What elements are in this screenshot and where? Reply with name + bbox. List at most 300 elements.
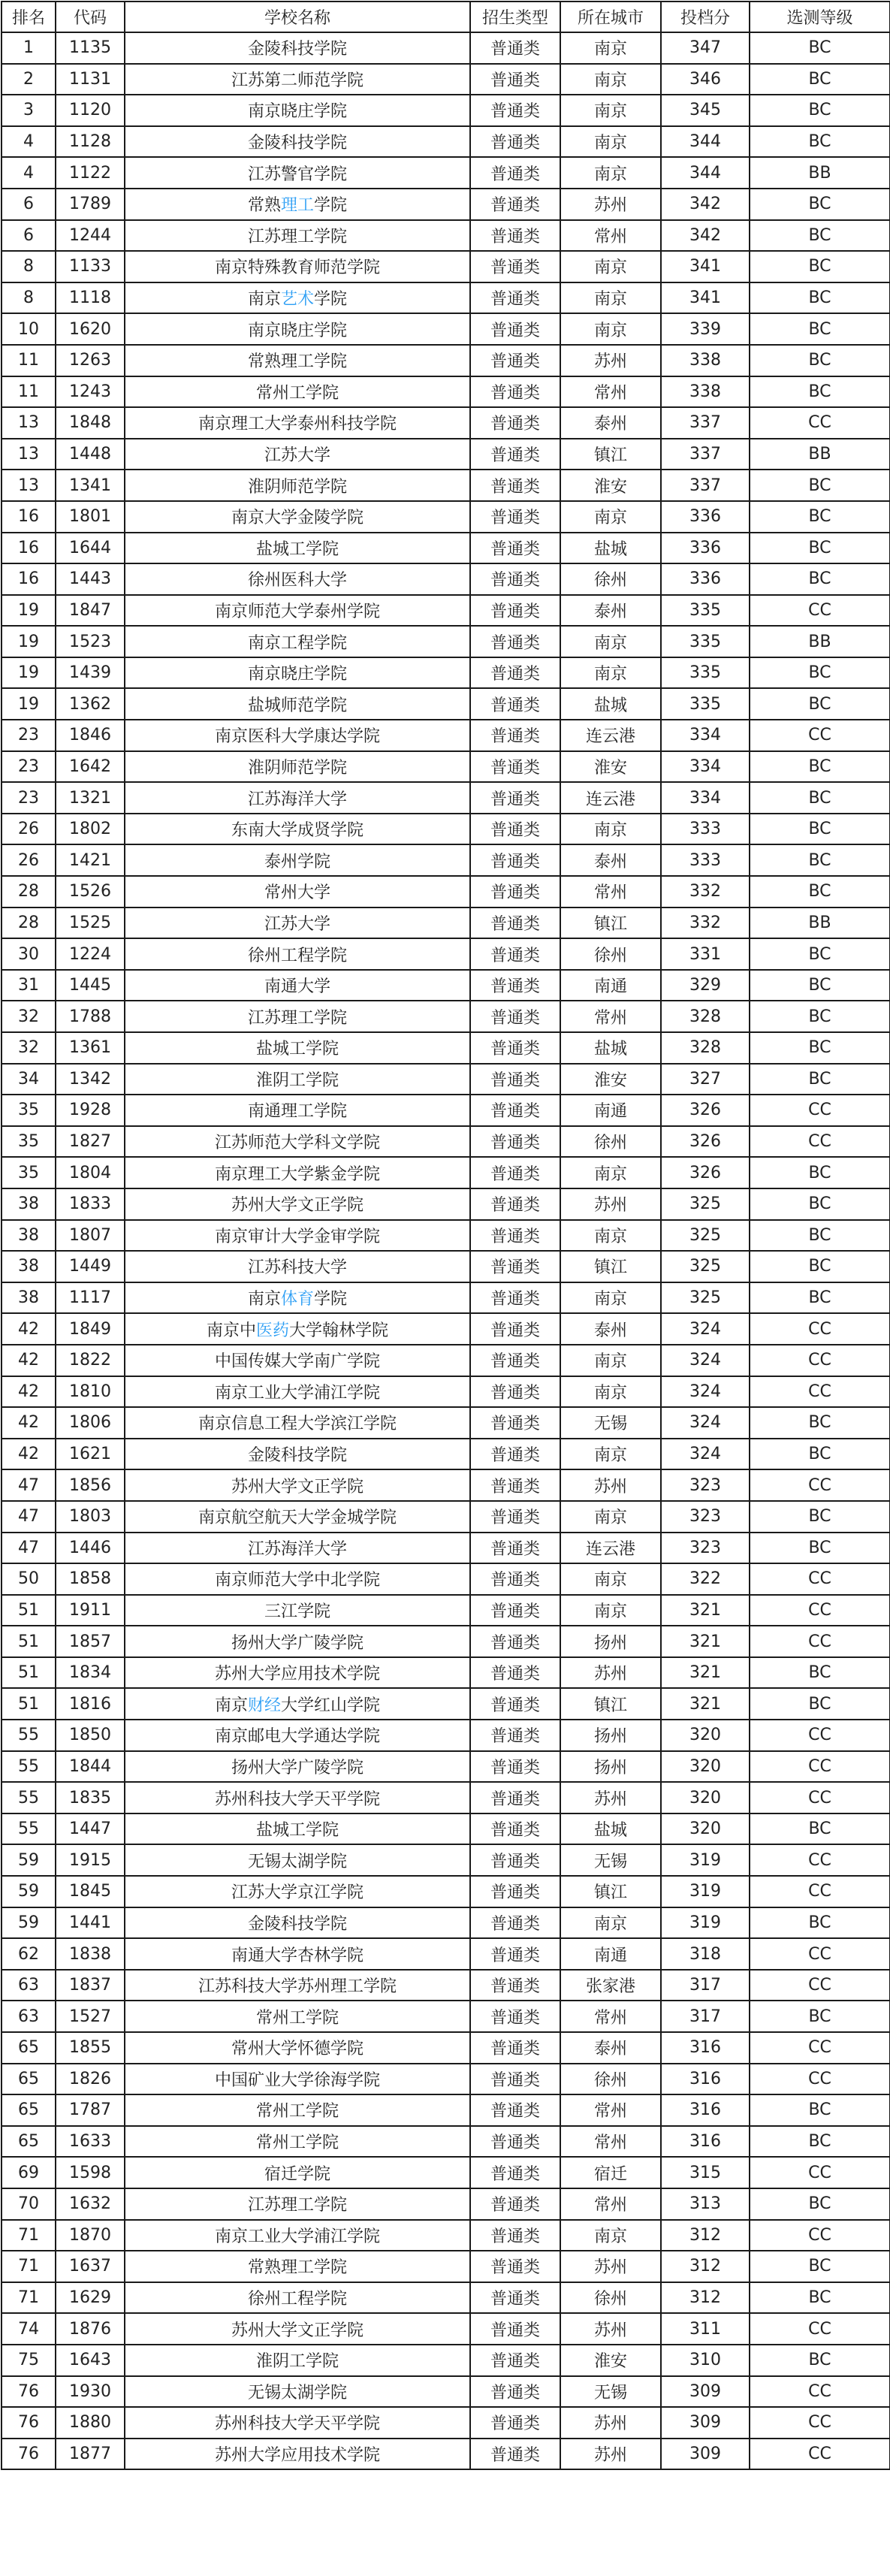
cell-school-name	[125, 439, 470, 470]
cell-code: 1787	[56, 2094, 125, 2126]
cell-city: 连云港	[560, 720, 661, 751]
school-name-text: 江苏警官学院	[247, 165, 347, 184]
table-row	[2, 1813, 890, 1845]
cell-rank: 38	[2, 1282, 56, 1314]
cell-school-name	[125, 1595, 470, 1626]
cell-admission-type: 普通类	[470, 2032, 560, 2064]
cell-code: 1804	[56, 1157, 125, 1188]
cell-grade: BC	[750, 970, 890, 1001]
cell-code: 1877	[56, 2439, 125, 2470]
cell-school-name	[125, 1157, 470, 1188]
cell-code: 1448	[56, 439, 125, 470]
table-row	[2, 1064, 890, 1095]
cell-score: 344	[661, 157, 750, 189]
table-row	[2, 844, 890, 876]
cell-admission-type: 普通类	[470, 2188, 560, 2220]
school-name-text: 无锡太湖学院	[247, 1852, 347, 1871]
cell-score: 309	[661, 2376, 750, 2408]
cell-school-name	[125, 1813, 470, 1845]
cell-score: 321	[661, 1595, 750, 1626]
admission-score-table-container	[0, 1, 890, 2470]
cell-score: 336	[661, 563, 750, 595]
cell-rank: 19	[2, 657, 56, 689]
cell-admission-type: 普通类	[470, 533, 560, 564]
cell-admission-type: 普通类	[470, 1251, 560, 1282]
cell-school-name	[125, 688, 470, 720]
cell-city: 镇江	[560, 1688, 661, 1720]
cell-rank: 71	[2, 2220, 56, 2251]
table-row	[2, 32, 890, 64]
cell-grade: BC	[750, 1282, 890, 1314]
cell-grade: BB	[750, 907, 890, 939]
cell-score: 324	[661, 1376, 750, 1408]
school-name-text: 盐城工学院	[255, 1040, 339, 1059]
cell-code: 1915	[56, 1844, 125, 1876]
cell-code: 1834	[56, 1657, 125, 1689]
cell-code: 1816	[56, 1688, 125, 1720]
cell-rank: 71	[2, 2282, 56, 2314]
cell-city: 南京	[560, 1220, 661, 1252]
school-name-text: 苏州科技大学天平学院	[214, 2414, 380, 2434]
cell-city: 盐城	[560, 1032, 661, 1064]
table-row	[2, 2064, 890, 2095]
cell-rank: 74	[2, 2313, 56, 2345]
cell-admission-type: 普通类	[470, 751, 560, 783]
table-row	[2, 876, 890, 907]
cell-rank: 75	[2, 2345, 56, 2376]
cell-city: 南京	[560, 1595, 661, 1626]
school-name-text: 南京晓庄学院	[247, 321, 347, 340]
header-admission-type: 招生类型	[470, 2, 560, 32]
cell-grade: BC	[750, 32, 890, 64]
header-code: 代码	[56, 2, 125, 32]
cell-rank: 28	[2, 876, 56, 907]
cell-grade: CC	[750, 2439, 890, 2470]
cell-admission-type: 普通类	[470, 1407, 560, 1439]
cell-city: 南京	[560, 501, 661, 533]
cell-code: 1637	[56, 2251, 125, 2282]
cell-score: 316	[661, 2032, 750, 2064]
cell-code: 1131	[56, 64, 125, 95]
cell-city: 南京	[560, 157, 661, 189]
cell-admission-type: 普通类	[470, 1907, 560, 1939]
cell-school-name	[125, 1313, 470, 1345]
cell-school-name	[125, 1064, 470, 1095]
cell-grade: BC	[750, 95, 890, 126]
school-name-text: 常州工学院	[255, 2134, 339, 2153]
cell-admission-type: 普通类	[470, 970, 560, 1001]
cell-score: 319	[661, 1907, 750, 1939]
table-row	[2, 2376, 890, 2408]
cell-score: 317	[661, 2001, 750, 2032]
cell-school-name	[125, 1001, 470, 1032]
cell-city: 扬州	[560, 1751, 661, 1783]
cell-city: 盐城	[560, 533, 661, 564]
school-name-text: 南京晓庄学院	[247, 102, 347, 122]
cell-code: 1526	[56, 876, 125, 907]
school-name-text: 江苏理工学院	[247, 1008, 347, 1028]
cell-school-name	[125, 533, 470, 564]
cell-rank: 47	[2, 1501, 56, 1533]
cell-admission-type: 普通类	[470, 1844, 560, 1876]
cell-admission-type: 普通类	[470, 2251, 560, 2282]
table-row	[2, 1376, 890, 1408]
cell-code: 1244	[56, 220, 125, 252]
school-name-text: 常熟	[247, 196, 281, 216]
cell-code: 1421	[56, 844, 125, 876]
cell-grade: BC	[750, 1188, 890, 1220]
cell-admission-type: 普通类	[470, 313, 560, 345]
table-row	[2, 157, 890, 189]
cell-grade: BC	[750, 688, 890, 720]
cell-score: 329	[661, 970, 750, 1001]
cell-grade: CC	[750, 1844, 890, 1876]
cell-school-name	[125, 2251, 470, 2282]
cell-admission-type: 普通类	[470, 1970, 560, 2001]
table-row	[2, 1001, 890, 1032]
cell-rank: 26	[2, 844, 56, 876]
cell-city: 南京	[560, 126, 661, 158]
cell-grade: CC	[750, 1938, 890, 1970]
cell-score: 335	[661, 688, 750, 720]
cell-grade: BC	[750, 1407, 890, 1439]
cell-score: 309	[661, 2407, 750, 2439]
cell-score: 323	[661, 1469, 750, 1501]
cell-school-name	[125, 938, 470, 970]
cell-city: 南京	[560, 251, 661, 282]
cell-score: 320	[661, 1720, 750, 1751]
cell-grade: BC	[750, 938, 890, 970]
cell-code: 1876	[56, 2313, 125, 2345]
cell-admission-type: 普通类	[470, 2220, 560, 2251]
cell-code: 1341	[56, 470, 125, 501]
table-row	[2, 220, 890, 252]
cell-school-name	[125, 1407, 470, 1439]
cell-rank: 35	[2, 1126, 56, 1158]
cell-score: 313	[661, 2188, 750, 2220]
cell-grade: BC	[750, 782, 890, 814]
cell-score: 335	[661, 657, 750, 689]
cell-score: 321	[661, 1688, 750, 1720]
cell-admission-type: 普通类	[470, 563, 560, 595]
cell-rank: 11	[2, 345, 56, 376]
table-row	[2, 938, 890, 970]
cell-grade: CC	[750, 1970, 890, 2001]
cell-admission-type: 普通类	[470, 1657, 560, 1689]
school-name-text: 中国传媒大学南广学院	[214, 1352, 380, 1372]
cell-score: 319	[661, 1844, 750, 1876]
school-name-text: 常州工学院	[255, 383, 339, 403]
cell-code: 1361	[56, 1032, 125, 1064]
cell-code: 1801	[56, 501, 125, 533]
cell-admission-type: 普通类	[470, 95, 560, 126]
cell-city: 南京	[560, 1282, 661, 1314]
cell-code: 1643	[56, 2345, 125, 2376]
cell-admission-type: 普通类	[470, 1876, 560, 1907]
cell-city: 镇江	[560, 1251, 661, 1282]
cell-code: 1598	[56, 2157, 125, 2188]
cell-city: 淮安	[560, 751, 661, 783]
cell-grade: CC	[750, 2032, 890, 2064]
table-row	[2, 1751, 890, 1783]
cell-grade: BC	[750, 2126, 890, 2158]
cell-admission-type: 普通类	[470, 126, 560, 158]
cell-school-name	[125, 657, 470, 689]
cell-code: 1443	[56, 563, 125, 595]
cell-school-name	[125, 2094, 470, 2126]
cell-rank: 51	[2, 1688, 56, 1720]
cell-grade: BC	[750, 876, 890, 907]
cell-score: 326	[661, 1126, 750, 1158]
cell-grade: CC	[750, 1126, 890, 1158]
cell-code: 1135	[56, 32, 125, 64]
cell-city: 南京	[560, 282, 661, 314]
cell-admission-type: 普通类	[470, 1501, 560, 1533]
cell-rank: 42	[2, 1407, 56, 1439]
cell-admission-type: 普通类	[470, 1688, 560, 1720]
cell-grade: CC	[750, 1376, 890, 1408]
cell-grade: BC	[750, 657, 890, 689]
table-row	[2, 1313, 890, 1345]
cell-code: 1527	[56, 2001, 125, 2032]
cell-score: 325	[661, 1220, 750, 1252]
cell-grade: CC	[750, 2220, 890, 2251]
school-name-text: 南通理工学院	[247, 1102, 347, 1122]
cell-code: 1342	[56, 1064, 125, 1095]
cell-rank: 42	[2, 1439, 56, 1470]
cell-code: 1449	[56, 1251, 125, 1282]
cell-admission-type: 普通类	[470, 1595, 560, 1626]
table-row	[2, 2001, 890, 2032]
school-name-text: 南京医科大学康达学院	[214, 727, 380, 747]
cell-grade: CC	[750, 1720, 890, 1751]
cell-rank: 65	[2, 2064, 56, 2095]
school-name-text: 江苏科技大学	[247, 1258, 347, 1278]
cell-school-name	[125, 782, 470, 814]
table-row	[2, 282, 890, 314]
cell-grade: BC	[750, 533, 890, 564]
cell-grade: CC	[750, 1345, 890, 1376]
school-name-text: 徐州工程学院	[247, 946, 347, 965]
table-row	[2, 2345, 890, 2376]
cell-school-name	[125, 1876, 470, 1907]
cell-city: 常州	[560, 2126, 661, 2158]
cell-code: 1441	[56, 1907, 125, 1939]
cell-school-name	[125, 1032, 470, 1064]
header-row	[2, 2, 890, 32]
cell-school-name	[125, 501, 470, 533]
cell-rank: 55	[2, 1782, 56, 1813]
cell-score: 312	[661, 2220, 750, 2251]
cell-admission-type: 普通类	[470, 688, 560, 720]
cell-score: 320	[661, 1782, 750, 1813]
cell-grade: BC	[750, 1220, 890, 1252]
cell-rank: 28	[2, 907, 56, 939]
cell-grade: BC	[750, 1157, 890, 1188]
cell-school-name	[125, 1563, 470, 1595]
table-row	[2, 313, 890, 345]
table-header	[2, 2, 890, 32]
cell-school-name	[125, 1376, 470, 1408]
cell-school-name	[125, 313, 470, 345]
cell-grade: CC	[750, 1469, 890, 1501]
table-row	[2, 2251, 890, 2282]
cell-school-name	[125, 844, 470, 876]
cell-admission-type: 普通类	[470, 1126, 560, 1158]
admission-score-table	[1, 1, 890, 2470]
table-row	[2, 2282, 890, 2314]
school-name-text: 江苏第二师范学院	[231, 71, 364, 90]
cell-city: 南京	[560, 657, 661, 689]
cell-code: 1632	[56, 2188, 125, 2220]
cell-code: 1321	[56, 782, 125, 814]
cell-school-name	[125, 1469, 470, 1501]
cell-city: 南通	[560, 970, 661, 1001]
school-name-text: 扬州大学广陵学院	[231, 1758, 364, 1777]
cell-grade: BC	[750, 814, 890, 845]
cell-code: 1826	[56, 2064, 125, 2095]
cell-admission-type: 普通类	[470, 1720, 560, 1751]
table-row	[2, 814, 890, 845]
cell-school-name	[125, 2407, 470, 2439]
table-row	[2, 2439, 890, 2470]
cell-school-name	[125, 2157, 470, 2188]
cell-score: 326	[661, 1157, 750, 1188]
table-row	[2, 533, 890, 564]
cell-rank: 38	[2, 1220, 56, 1252]
cell-code: 1806	[56, 1407, 125, 1439]
school-name-text: 三江学院	[264, 1602, 330, 1621]
cell-city: 南京	[560, 64, 661, 95]
cell-admission-type: 普通类	[470, 1782, 560, 1813]
cell-school-name	[125, 1095, 470, 1126]
cell-grade: BB	[750, 157, 890, 189]
cell-code: 1620	[56, 313, 125, 345]
cell-school-name	[125, 1345, 470, 1376]
cell-school-name	[125, 1782, 470, 1813]
cell-city: 淮安	[560, 470, 661, 501]
cell-rank: 26	[2, 814, 56, 845]
cell-city: 泰州	[560, 1313, 661, 1345]
table-row	[2, 1970, 890, 2001]
cell-grade: BC	[750, 2188, 890, 2220]
cell-school-name	[125, 876, 470, 907]
cell-score: 339	[661, 313, 750, 345]
cell-rank: 65	[2, 2126, 56, 2158]
cell-grade: BC	[750, 2094, 890, 2126]
table-row	[2, 1032, 890, 1064]
cell-grade: CC	[750, 1626, 890, 1657]
school-name-text: 南京工业大学浦江学院	[214, 1383, 380, 1403]
cell-school-name	[125, 1626, 470, 1657]
cell-city: 常州	[560, 876, 661, 907]
cell-rank: 16	[2, 501, 56, 533]
school-name-text: 盐城工学院	[255, 539, 339, 559]
cell-school-name	[125, 1657, 470, 1689]
cell-school-name	[125, 1282, 470, 1314]
school-name-text: 江苏海洋大学	[247, 1539, 347, 1559]
cell-code: 1788	[56, 1001, 125, 1032]
cell-code: 1642	[56, 751, 125, 783]
cell-city: 徐州	[560, 563, 661, 595]
cell-rank: 51	[2, 1595, 56, 1626]
cell-rank: 71	[2, 2251, 56, 2282]
cell-city: 常州	[560, 376, 661, 408]
table-row	[2, 970, 890, 1001]
cell-school-name	[125, 251, 470, 282]
cell-rank: 63	[2, 1970, 56, 2001]
cell-code: 1629	[56, 2282, 125, 2314]
cell-code: 1439	[56, 657, 125, 689]
school-name-text: 扬州大学广陵学院	[231, 1633, 364, 1653]
cell-code: 1525	[56, 907, 125, 939]
cell-admission-type: 普通类	[470, 2407, 560, 2439]
cell-code: 1633	[56, 2126, 125, 2158]
school-name-text: 南京	[247, 290, 281, 310]
cell-score: 316	[661, 2094, 750, 2126]
cell-score: 312	[661, 2282, 750, 2314]
cell-score: 344	[661, 126, 750, 158]
cell-score: 321	[661, 1626, 750, 1657]
cell-score: 328	[661, 1001, 750, 1032]
school-name-text: 南京晓庄学院	[247, 665, 347, 684]
cell-city: 淮安	[560, 2345, 661, 2376]
cell-score: 325	[661, 1282, 750, 1314]
cell-school-name	[125, 345, 470, 376]
cell-rank: 16	[2, 533, 56, 564]
cell-school-name	[125, 376, 470, 408]
school-name-text: 常州大学怀德学院	[231, 2040, 364, 2059]
cell-admission-type: 普通类	[470, 2282, 560, 2314]
cell-admission-type: 普通类	[470, 2345, 560, 2376]
cell-grade: CC	[750, 720, 890, 751]
cell-grade: CC	[750, 2157, 890, 2188]
school-name-text: 淮阴师范学院	[247, 477, 347, 497]
cell-grade: BC	[750, 251, 890, 282]
cell-score: 309	[661, 2439, 750, 2470]
cell-code: 1445	[56, 970, 125, 1001]
cell-code: 1870	[56, 2220, 125, 2251]
school-name-text: 金陵科技学院	[247, 134, 347, 153]
cell-grade: BB	[750, 626, 890, 657]
cell-score: 338	[661, 345, 750, 376]
table-row	[2, 501, 890, 533]
cell-code: 1224	[56, 938, 125, 970]
cell-school-name	[125, 2220, 470, 2251]
school-name-text: 宿迁学院	[264, 2164, 330, 2184]
table-row	[2, 1251, 890, 1282]
cell-admission-type: 普通类	[470, 1751, 560, 1783]
cell-city: 无锡	[560, 1407, 661, 1439]
cell-score: 320	[661, 1751, 750, 1783]
cell-school-name	[125, 1938, 470, 1970]
table-body	[2, 32, 890, 2469]
cell-score: 342	[661, 189, 750, 220]
cell-rank: 59	[2, 1876, 56, 1907]
school-name-text: 常州大学	[264, 883, 330, 903]
cell-city: 南京	[560, 32, 661, 64]
table-row	[2, 626, 890, 657]
cell-score: 311	[661, 2313, 750, 2345]
school-name-highlight: 艺术	[280, 290, 314, 310]
cell-grade: BC	[750, 1813, 890, 1845]
cell-city: 镇江	[560, 907, 661, 939]
cell-city: 连云港	[560, 782, 661, 814]
cell-grade: BC	[750, 844, 890, 876]
cell-score: 342	[661, 220, 750, 252]
cell-grade: CC	[750, 1313, 890, 1345]
cell-grade: BC	[750, 2251, 890, 2282]
